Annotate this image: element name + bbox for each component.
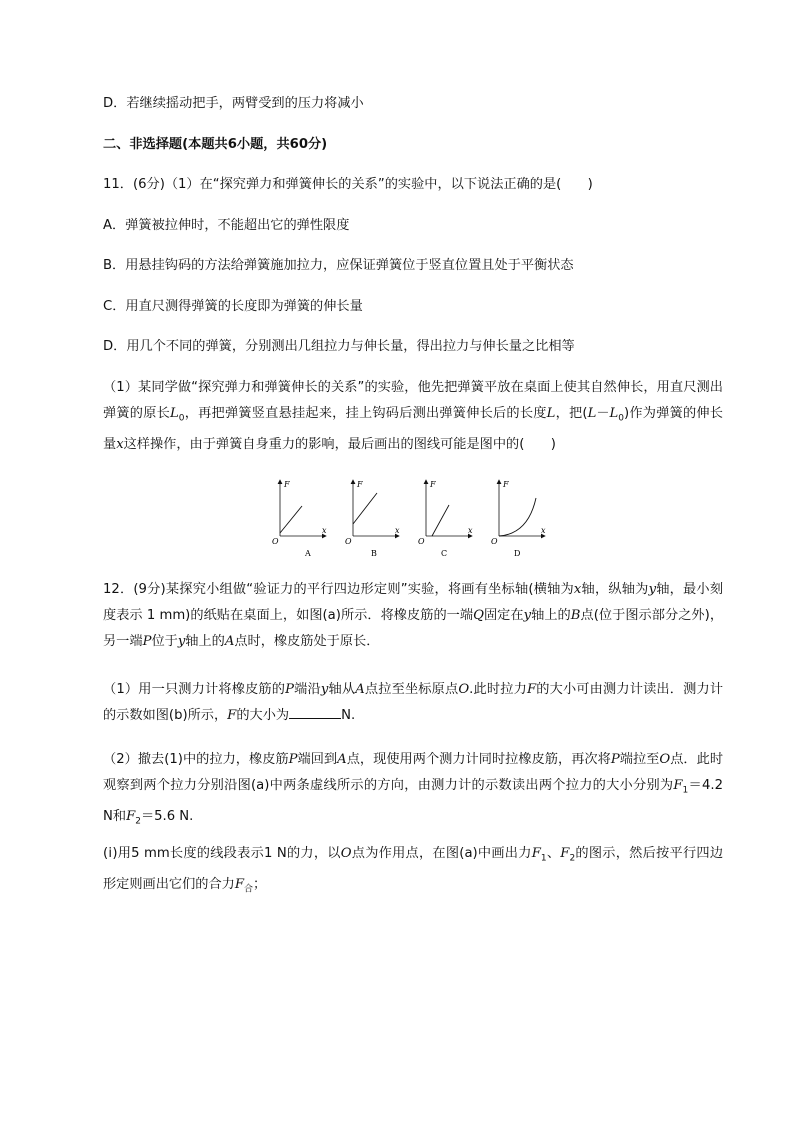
graph-a-origin: O bbox=[272, 537, 279, 546]
graph-d-origin: O bbox=[491, 537, 498, 546]
graph-b-label: B bbox=[371, 549, 377, 558]
graph-c-label: C bbox=[441, 549, 448, 558]
graph-b-y-label: F bbox=[357, 480, 363, 489]
section-heading: 二、非选择题(本题共6小题，共60分) bbox=[103, 137, 328, 152]
graph-d-curve bbox=[499, 498, 536, 536]
q12-part2-i: (ⅰ)用5 mm长度的线段表示1 N的力，以O点为作用点，在图(a)中画出力$F_1$、$F_2$的图示，然后按平行四边形定则画出它们的合力$F_合$； bbox=[103, 846, 724, 895]
graph-c-x-label: x bbox=[468, 526, 473, 535]
q11-option-b: B．用悬挂钩码的方法给弹簧施加拉力，应保证弹簧位于竖直位置且处于平衡状态 bbox=[103, 258, 574, 273]
graph-a-y-label: F bbox=[284, 480, 290, 489]
q11-graph-options bbox=[266, 478, 556, 558]
q11-option-a: A．弹簧被拉伸时，不能超出它的弹性限度 bbox=[103, 218, 350, 233]
q12-part2: （2）撤去(1)中的拉力，橡皮筋P端回到A点，现使用两个测力计同时拉橡皮筋，再次将P端拉至O点．此时观察到两个拉力分别沿图(a)中两条虚线所示的方向，由测力计的示数读出两个拉力的大小分别为$F_1=4.2$ N和$F_2=5.6$ N. bbox=[103, 752, 724, 827]
q10-option-d: D．若继续摇动把手，两臂受到的压力将减小 bbox=[103, 96, 364, 111]
graph-c-y-label: F bbox=[430, 480, 436, 489]
answer-blank[interactable] bbox=[289, 706, 341, 719]
q11-option-c: C．用直尺测得弹簧的长度即为弹簧的伸长量 bbox=[103, 299, 363, 314]
graph-d bbox=[491, 480, 546, 558]
graph-c-line bbox=[432, 505, 449, 536]
graphs-svg bbox=[266, 478, 556, 558]
q11-part2-paragraph: （1）某同学做“探究弹力和弹簧伸长的关系”的实验，他先把弹簧平放在桌面上使其自然伸长，用直尺测出弹簧的原长$L_0$，再把弹簧竖直悬挂起来，挂上钩码后测出弹簧伸长后的长度L，把$(L-L_0)$作为弹簧的伸长量x这样操作，由于弹簧自身重力的影响，最后画出的图线可能是图中的( ) bbox=[103, 380, 723, 452]
q11-option-d: D．用几个不同的弹簧，分别测出几组拉力与伸长量，得出拉力与伸长量之比相等 bbox=[103, 339, 575, 354]
q12-stem: 12．(9分)某探究小组做“验证力的平行四边形定则”实验，将画有坐标轴(横轴为x轴，纵轴为y轴，最小刻度表示 1 mm)的纸贴在桌面上，如图(a)所示．将橡皮筋的一端Q固定在y轴上的B点(位于图示部分之外)，另一端P位于y轴上的A点时，橡皮筋处于原长． bbox=[103, 582, 724, 649]
graph-d-y-label: F bbox=[503, 480, 509, 489]
graph-d-label: D bbox=[514, 549, 521, 558]
graph-b-origin: O bbox=[345, 537, 352, 546]
graph-c bbox=[418, 480, 473, 558]
graph-a-line bbox=[280, 506, 302, 533]
graph-b-x-label: x bbox=[395, 526, 400, 535]
graph-b-line bbox=[353, 493, 377, 524]
q11-stem: 11．(6分)（1）在“探究弹力和弹簧伸长的关系”的实验中，以下说法正确的是( ) bbox=[103, 177, 593, 192]
graph-b bbox=[345, 480, 400, 558]
graph-a bbox=[272, 480, 327, 558]
q12-part1: （1）用一只测力计将橡皮筋的P端沿y轴从A点拉至坐标原点O.此时拉力F的大小可由测力计读出．测力计的示数如图(b)所示，F的大小为 N. bbox=[103, 682, 724, 723]
graph-a-label: A bbox=[305, 549, 311, 558]
graph-a-x-label: x bbox=[322, 526, 327, 535]
graph-c-origin: O bbox=[418, 537, 425, 546]
graph-d-x-label: x bbox=[541, 526, 546, 535]
